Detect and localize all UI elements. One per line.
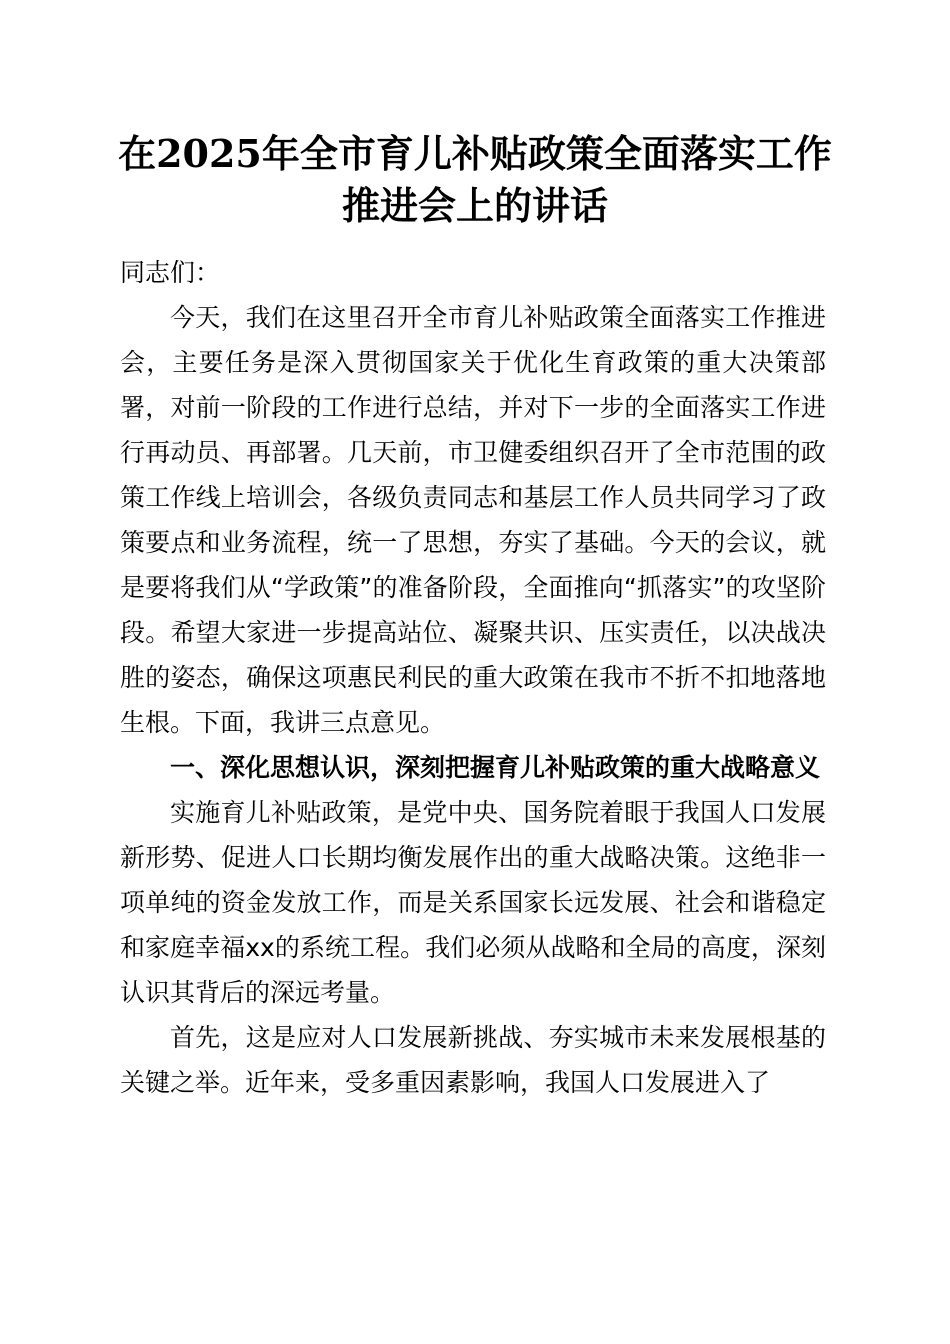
greeting: 同志们： bbox=[120, 258, 221, 287]
section-1-paragraph-1: 实施育儿补贴政策，是党中央、国务院着眼于我国人口发展新形势、促进人口长期均衡发展作出的重大战略决策。这绝非一项单纯的资金发放工作，而是关系国家长远发展、社会和谐稳定和家庭幸福xx的系统工程。我们必须从战略和全局的高度，深刻认识其背后的深远考量。 bbox=[120, 798, 826, 1007]
section-1-paragraph-2: 首先，这是应对人口发展新挑战、夯实城市未来发展根基的关键之举。近年来，受多重因素影响，我国人口发展进入了 bbox=[120, 1023, 826, 1097]
document-body bbox=[120, 250, 826, 1105]
document-title: 在2025年全市育儿补贴政策全面落实工作推进会上的讲话 bbox=[118, 131, 832, 228]
section-heading-1: 一、深化思想认识，深刻把握育儿补贴政策的重大战略意义 bbox=[170, 753, 821, 782]
intro-paragraph: 今天，我们在这里召开全市育儿补贴政策全面落实工作推进会，主要任务是深入贯彻国家关于优化生育政策的重大决策部署，对前一阶段的工作进行总结，并对下一步的全面落实工作进行再动员、再部署。几天前，市卫健委组织召开了全市范围的政策工作线上培训会，各级负责同志和基层工作人员共同学习了政策要点和业务流程，统一了思想，夯实了基础。今天的会议，就是要将我们从“学政策”的准备阶段，全面推向“抓落实”的攻坚阶段。希望大家进一步提高站位、凝聚共识、压实责任，以决战决胜的姿态，确保这项惠民利民的重大政策在我市不折不扣地落地生根。下面，我讲三点意见。 bbox=[120, 303, 826, 737]
